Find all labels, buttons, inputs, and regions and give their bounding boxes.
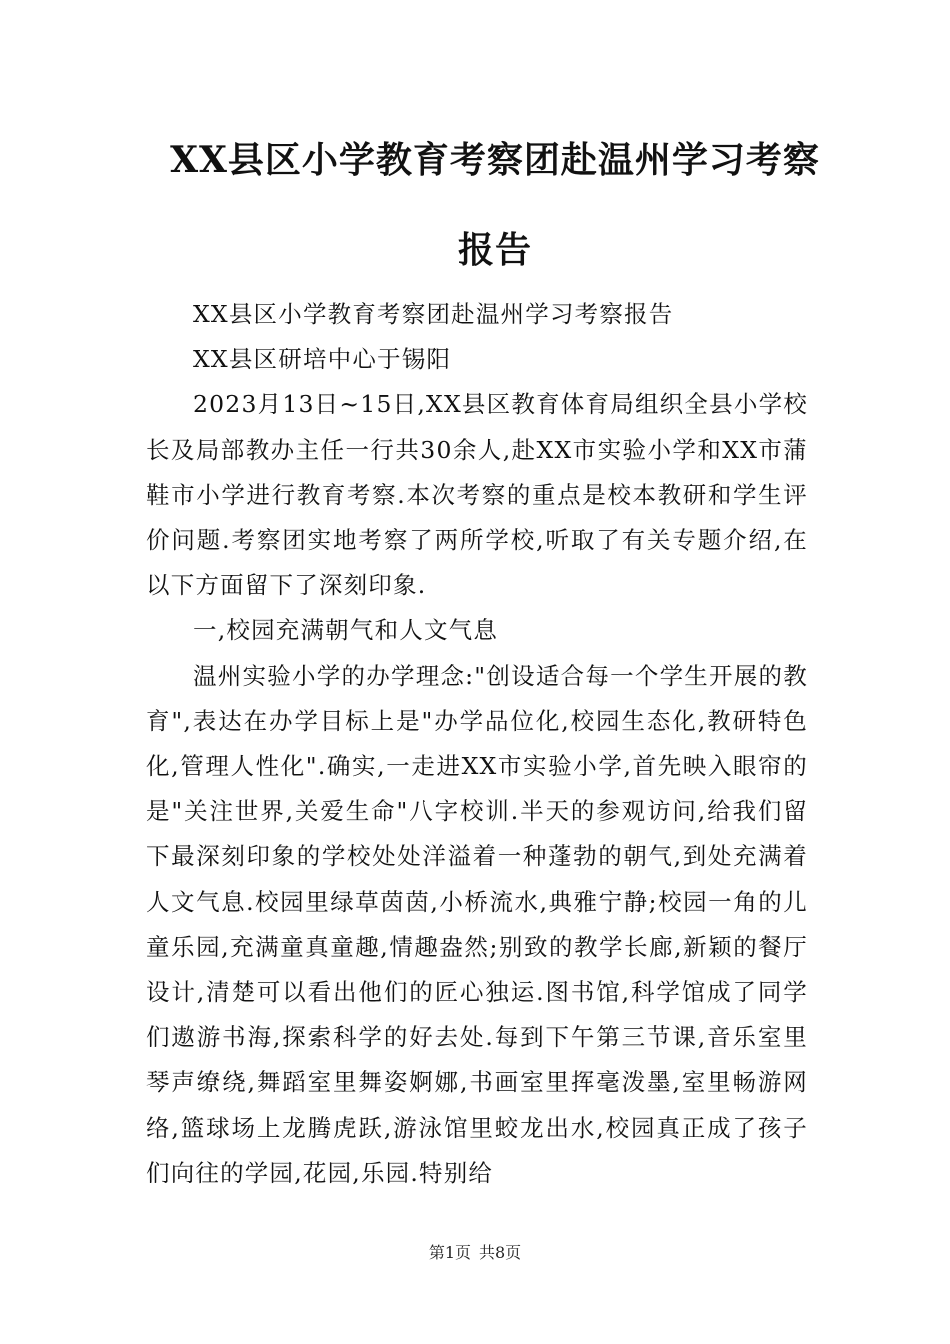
document-title-line-2: 报告 xyxy=(457,229,532,271)
body-paragraph-campus: 温州实验小学的办学理念:"创设适合每一个学生开展的教育",表达在办学目标上是"办学品位化,校园生态化,教研特色化,管理人性化".确实,一走进XX市实验小学,首先映入眼帘的是"关注世界,关爱生命"八字校训.半天的参观访问,给我们留下最深刻印象的学校处处洋溢着一种蓬勃的朝气,到处充满着人文气息.校园里绿草茵茵,小桥流水,典雅宁静;校园一角的儿童乐园,充满童真童趣,情趣盎然;别致的教学长廊,新颖的餐厅设计,清楚可以看出他们的匠心独运.图书馆,科学馆成了同学们遨游书海,探索科学的好去处.每到下午第三节课,音乐室里琴声缭绕,舞蹈室里舞姿婀娜,书画室里挥毫泼墨,室里畅游网络,篮球场上龙腾虎跃,游泳馆里蛟龙出水,校园真正成了孩子们向往的学园,花园,乐园.特别给 xyxy=(146,661,808,1187)
page-footer xyxy=(0,1243,950,1263)
page-total: 共8页 xyxy=(479,1243,522,1262)
page-number: 第1页 xyxy=(428,1243,471,1262)
document-title-line-1: XX县区小学教育考察团赴温州学习考察 xyxy=(170,139,820,181)
body-paragraph-report-title: XX县区小学教育考察团赴温州学习考察报告 xyxy=(193,300,674,328)
document-body xyxy=(146,292,808,1196)
body-paragraph-author: XX县区研培中心于锡阳 xyxy=(193,345,452,374)
body-paragraph-intro: 2023月13日~15日,XX县区教育体育局组织全县小学校长及局部教办主任一行共30余人,赴XX市实验小学和XX市蒲鞋市小学进行教育考察.本次考察的重点是校本教研和学生评价问题.考察团实地考察了两所学校,听取了有关专题介绍,在以下方面留下了深刻印象. xyxy=(146,390,808,600)
body-paragraph-section-heading: 一,校园充满朝气和人文气息 xyxy=(193,616,499,645)
